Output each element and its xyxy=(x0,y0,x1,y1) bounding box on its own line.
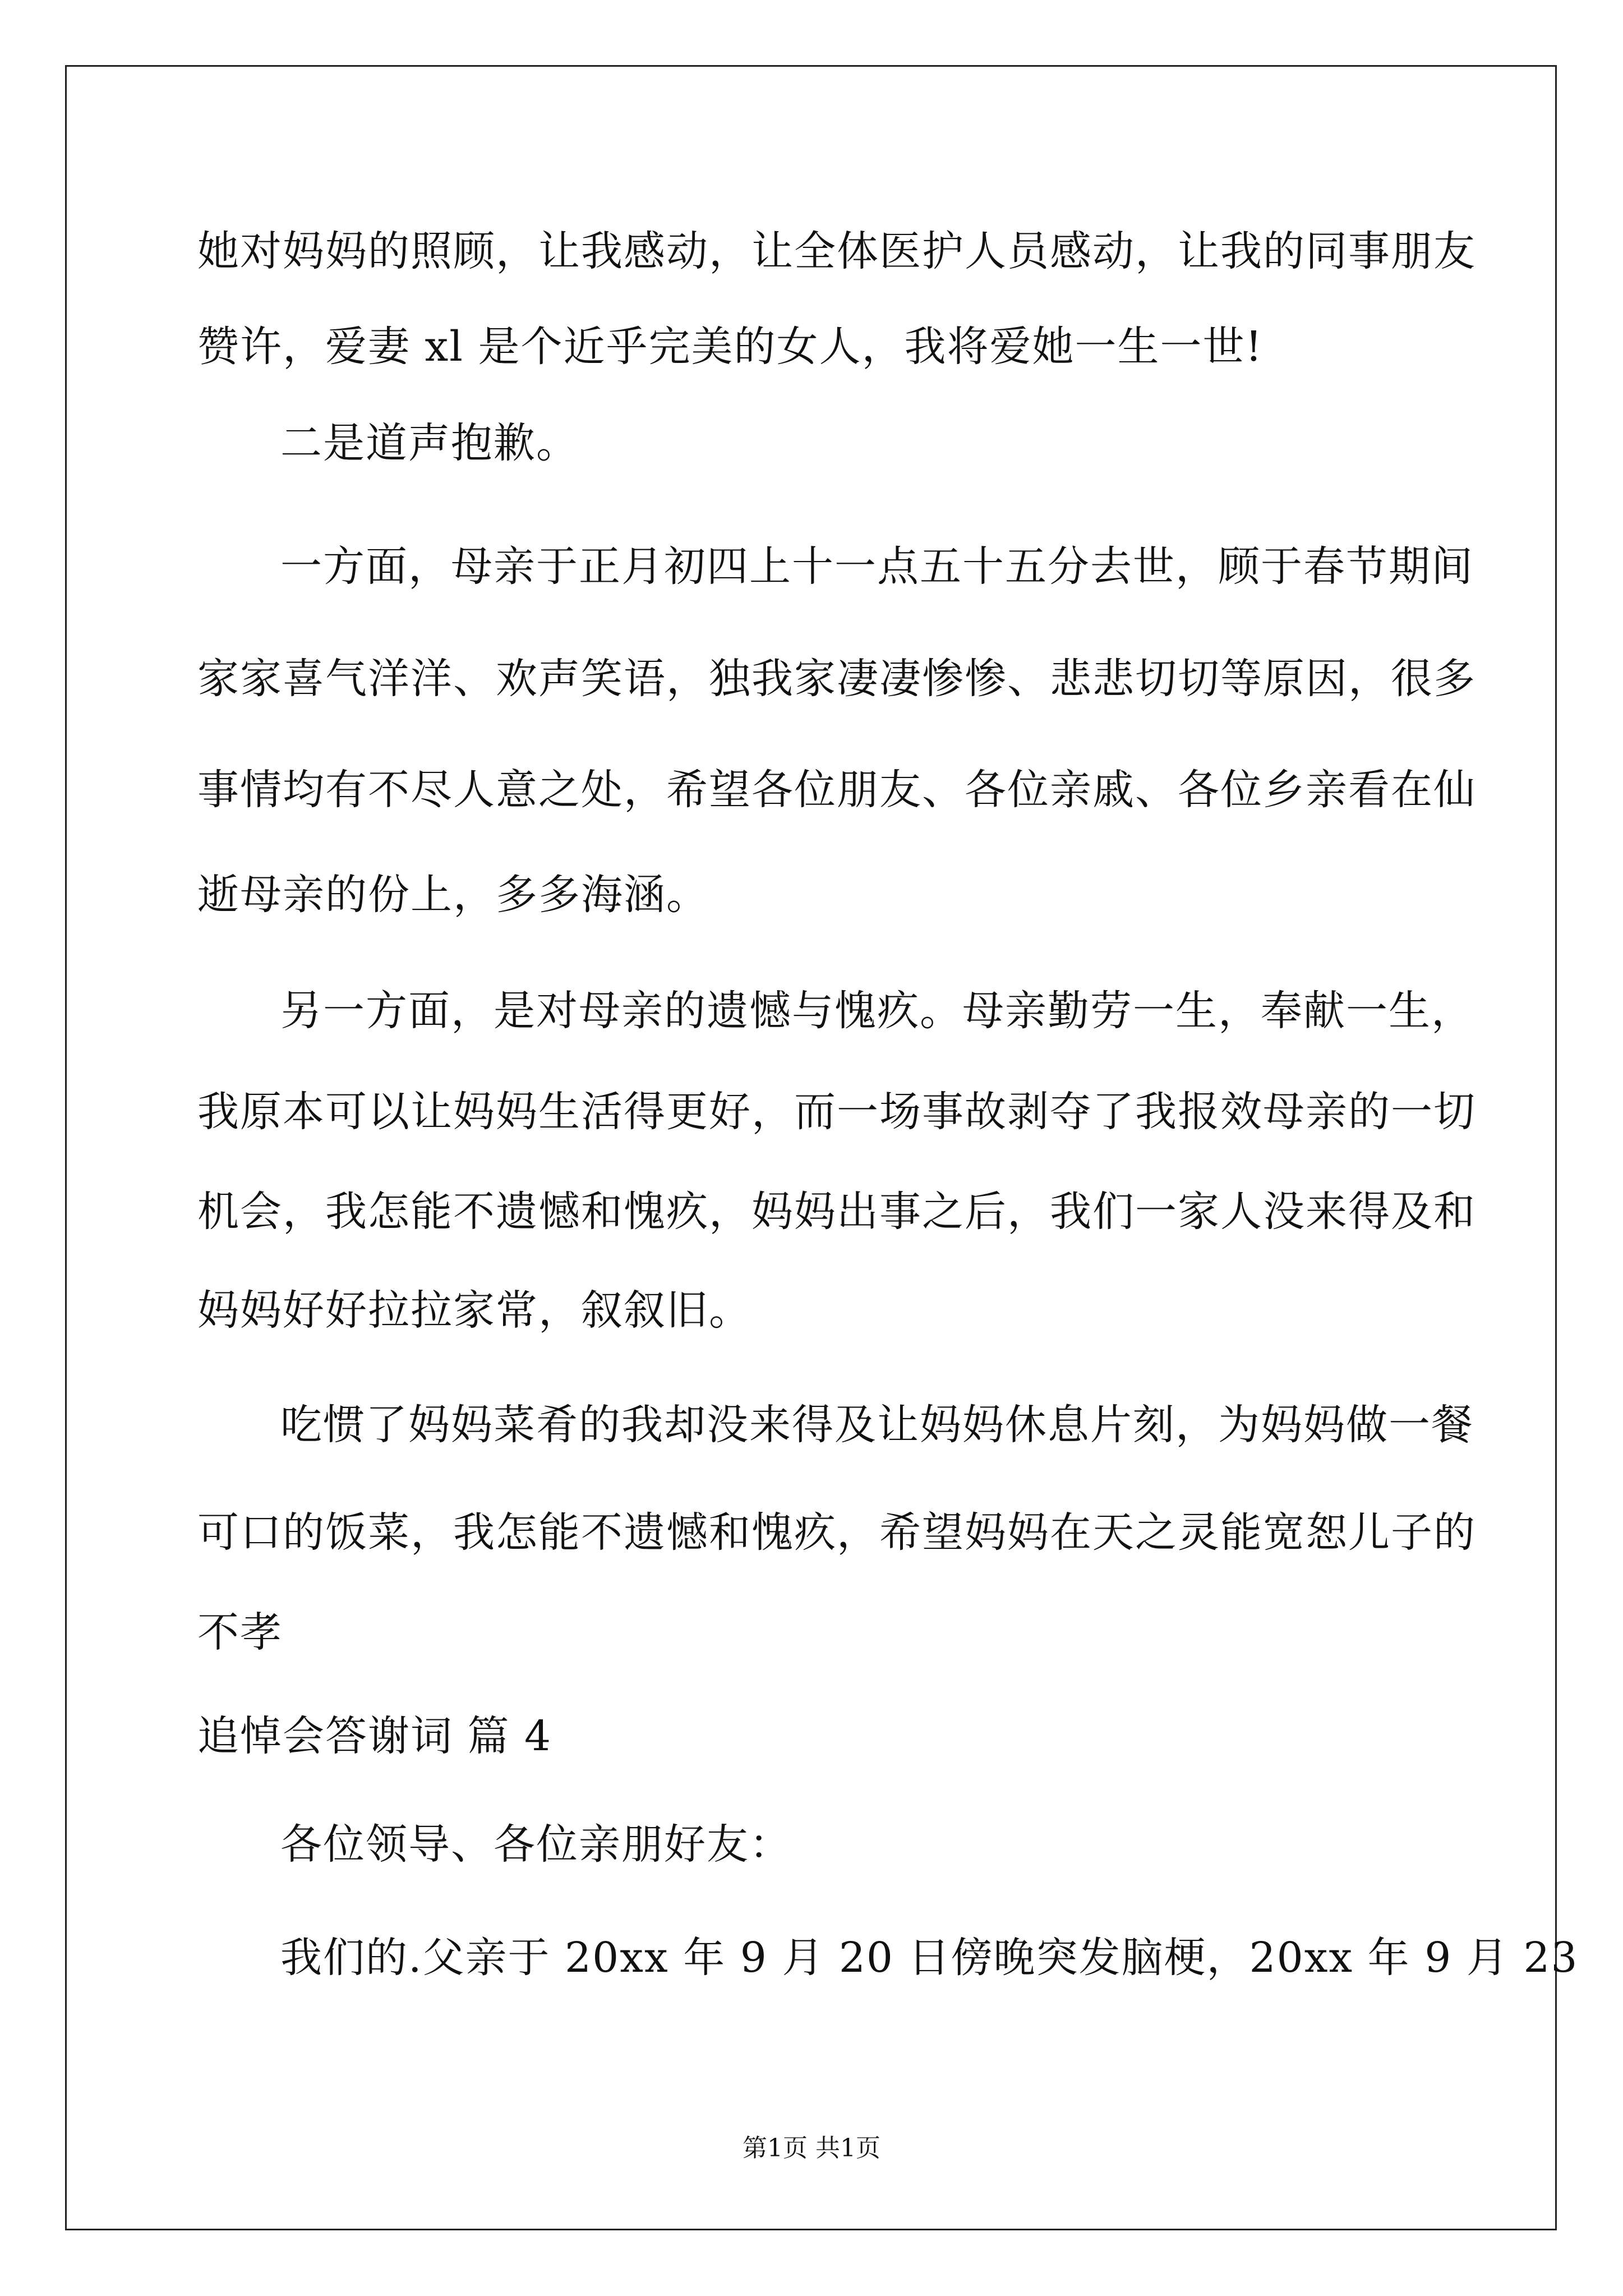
paragraph-line: 家家喜气洋洋、欢声笑语，独我家凄凄惨惨、悲悲切切等原因，很多 xyxy=(197,655,1476,703)
paragraph-line: 事情均有不尽人意之处，希望各位朋友、各位亲戚、各位乡亲看在仙 xyxy=(197,766,1476,814)
paragraph-line: 另一方面，是对母亲的遗憾与愧疚。母亲勤劳一生，奉献一生， xyxy=(280,987,1474,1035)
paragraph-line: 我原本可以让妈妈生活得更好，而一场事故剥夺了我报效母亲的一切 xyxy=(197,1088,1476,1136)
paragraph-line: 可口的饭菜，我怎能不遗憾和愧疚，希望妈妈在天之灵能宽恕儿子的 xyxy=(197,1508,1476,1557)
paragraph-line: 赞许，爱妻 xl 是个近乎完美的女人，我将爱她一生一世! xyxy=(197,323,1264,371)
paragraph-line: 机会，我怎能不遗憾和愧疚，妈妈出事之后，我们一家人没来得及和 xyxy=(197,1188,1476,1236)
paragraph-line: 二是道声抱歉。 xyxy=(280,419,579,467)
page-footer: 第1页 共1页 xyxy=(743,2134,880,2162)
section-heading: 追悼会答谢词 篇 4 xyxy=(197,1712,552,1760)
paragraph-line: 我们的.父亲于 20xx 年 9 月 20 日傍晚突发脑梗，20xx 年 9 月 23 xyxy=(280,1934,1579,1982)
paragraph-line: 一方面，母亲于正月初四上十一点五十五分去世，顾于春节期间 xyxy=(280,542,1474,591)
paragraph-line: 吃惯了妈妈菜肴的我却没来得及让妈妈休息片刻，为妈妈做一餐 xyxy=(280,1401,1474,1449)
paragraph-line: 妈妈好好拉拉家常，叙叙旧。 xyxy=(197,1286,751,1335)
paragraph-line: 她对妈妈的照顾，让我感动，让全体医护人员感动，让我的同事朋友 xyxy=(197,227,1476,275)
page-border xyxy=(65,65,1557,2230)
paragraph-line: 不孝 xyxy=(197,1608,283,1657)
paragraph-line: 逝母亲的份上，多多海涵。 xyxy=(197,871,709,919)
paragraph-line: 各位领导、各位亲朋好友： xyxy=(280,1820,792,1869)
